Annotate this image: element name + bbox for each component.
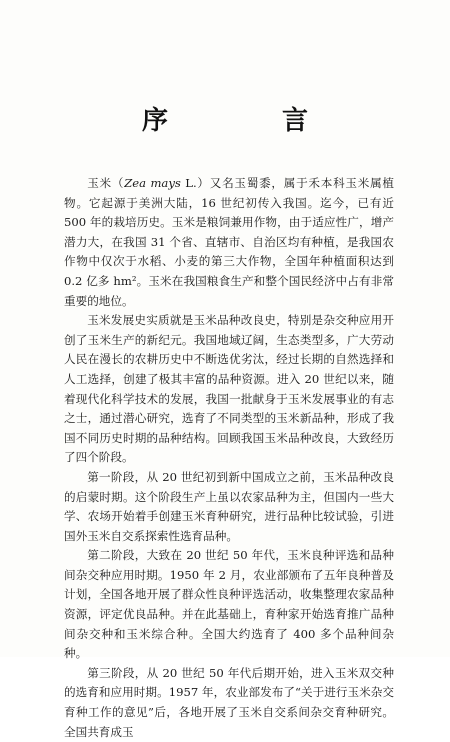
paragraph-1-lead: 玉米（ xyxy=(87,176,125,190)
paragraph-1-rest: L.）又名玉蜀黍，属于禾本科玉米属植物。它起源于美洲大陆，16 世纪初传入我国。迄今，已有近 500 年的栽培历史。玉米是粮饲兼用作物，由于适应性广，增产潜力大，在我国 31 个省、直辖市、自治区均有种植，是我国农作物中仅次于水稻、小麦的第三大作物，全国年种植面积达到 0.2 亿多 hm²。玉米在我国粮食生产和整个国民经济中占有非常重要的地位。 xyxy=(64,176,394,308)
paragraph-4: 第二阶段，大致在 20 世纪 50 年代，玉米良种评选和品种间杂交种应用时期。1950 年 2 月，农业部颁布了五年良种普及计划，全国各地开展了群众性良种评选活动，收集整理农家品种资源，评定优良品种。并在此基础上，育种家开始选育推广品种间杂交种和玉米综合种。全国大约选育了 400 多个品种间杂种。 xyxy=(64,548,394,661)
paragraph-1 xyxy=(64,174,394,311)
paragraph-2: 玉米发展史实质就是玉米品种改良史，特别是杂交种应用开创了玉米生产的新纪元。我国地域辽阔，生态类型多，广大劳动人民在漫长的农耕历史中不断选优劣汰，经过长期的自然选择和人工选择，创建了极其丰富的品种资源。进入 20 世纪以来，随着现代化科学技术的发展，我国一批献身于玉米发展事业的有志之士，通过潜心研究，选育了不同类型的玉米新品种，形成了我国不同历史时期的品种结构。回顾我国玉米品种改良，大致经历了四个阶段。 xyxy=(64,313,394,465)
page-title: 序 言 xyxy=(141,106,352,136)
paragraph-5: 第三阶段，从 20 世纪 50 年代后期开始，进入玉米双交种的选育和应用时期。1957 年，农业部发布了“关于进行玉米杂交育种工作的意见”后，各地开展了玉米自交系间杂交育种研究。全国共育成玉 xyxy=(64,665,394,739)
paragraph-3: 第一阶段，从 20 世纪初到新中国成立之前，玉米品种改良的启蒙时期。这个阶段生产上虽以农家品种为主，但国内一些大学、农场开始着手创建玉米育种研究，进行品种比较试验，引进国外玉米自交系探索性选育品种。 xyxy=(64,469,394,543)
scientific-name: Zea mays xyxy=(124,176,181,190)
